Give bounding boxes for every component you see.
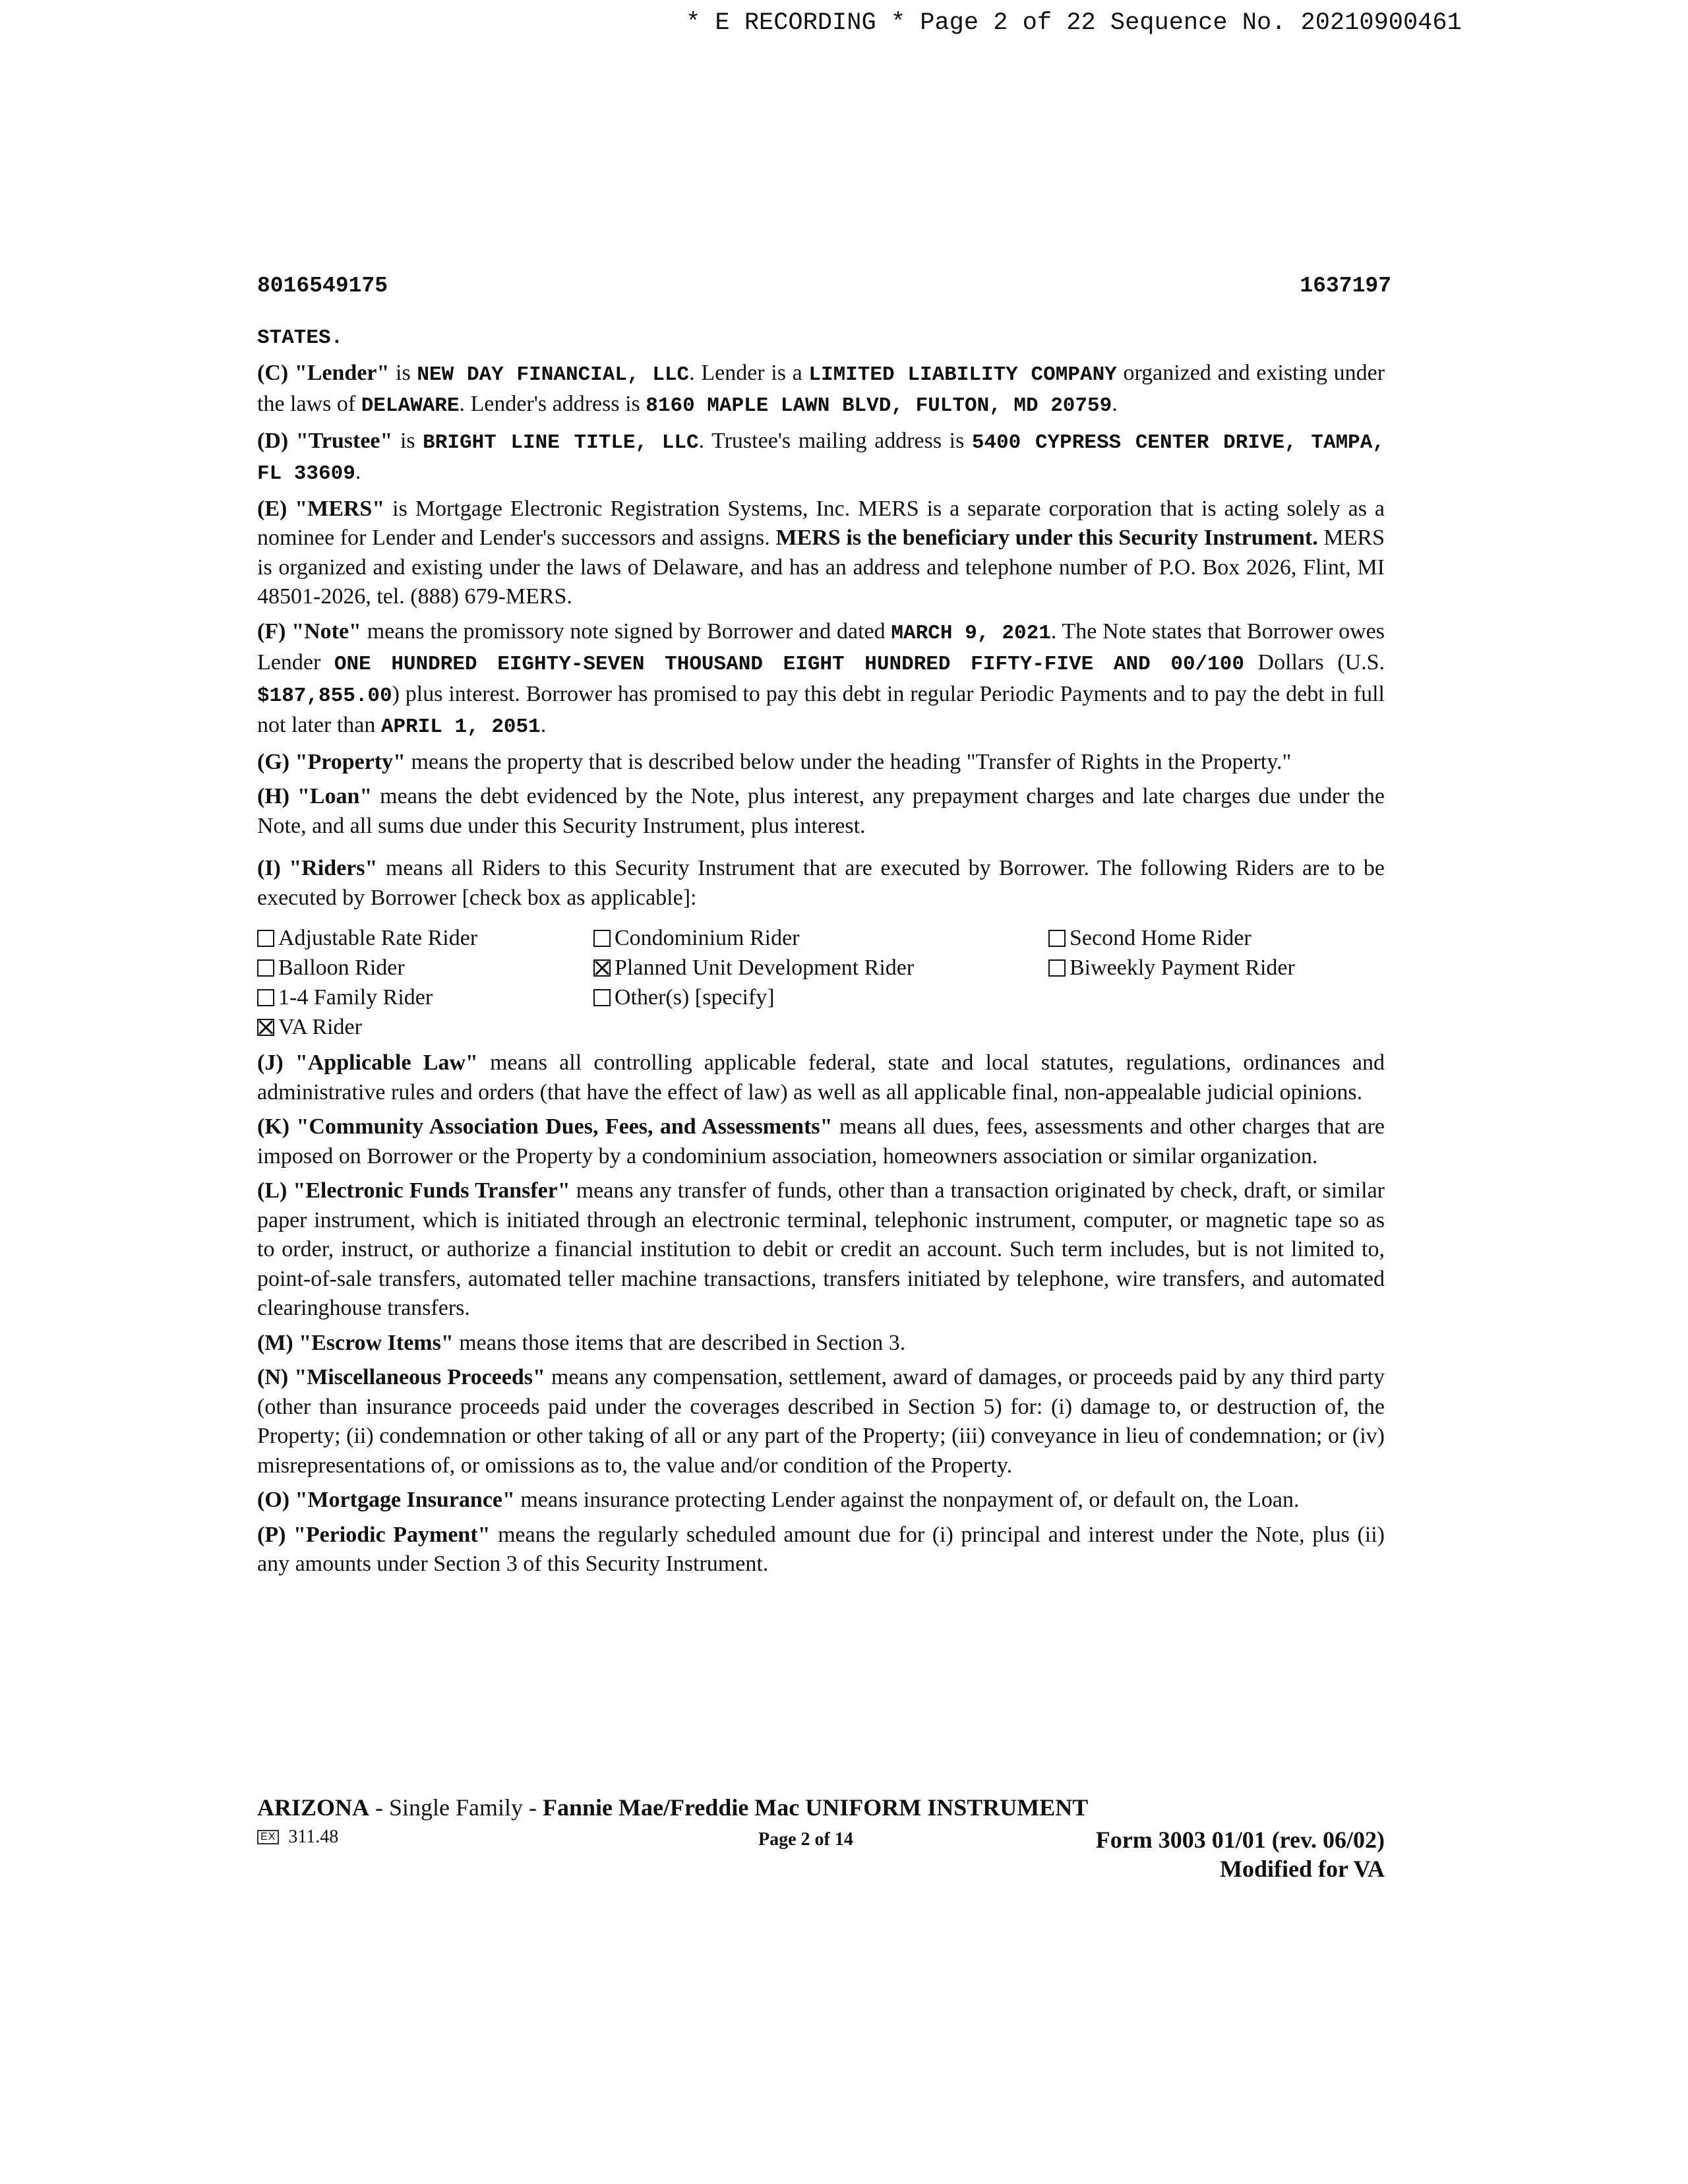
rider-adjustable-rate: Adjustable Rate Rider	[257, 923, 593, 953]
checkbox-condominium[interactable]	[593, 930, 611, 947]
rider-others: Other(s) [specify]	[593, 983, 1048, 1012]
section-p-periodic-payment: (P) "Periodic Payment" means the regularly scheduled amount due for (i) principal and interest under the Note, plus (ii) any amounts under Section 3 of this Security Instrument.	[257, 1522, 1385, 1576]
section-m-escrow-items: (M) "Escrow Items" means those items that are described in Section 3.	[257, 1330, 906, 1355]
section-i-riders: (I) "Riders" means all Riders to this Security Instrument that are executed by Borrower. The following Riders are to be executed by Borrower [check box as applicable]:	[257, 856, 1385, 910]
case-number: 1637197	[1300, 274, 1391, 298]
loan-number: 8016549175	[257, 274, 388, 298]
rider-va: VA Rider	[257, 1012, 593, 1042]
rider-biweekly-payment: Biweekly Payment Rider	[1048, 953, 1385, 983]
footer-form-title: ARIZONA - Single Family - Fannie Mae/Freddie Mac UNIFORM INSTRUMENT	[257, 1794, 1089, 1821]
checkbox-va[interactable]	[257, 1019, 274, 1036]
section-d-trustee: (D) "Trustee" is BRIGHT LINE TITLE, LLC. Trustee's mailing address is 5400 CYPRESS CENTER DRIVE, TAMPA, FL 33609.	[257, 428, 1385, 485]
section-e-mers: (E) "MERS" is Mortgage Electronic Registration Systems, Inc. MERS is a separate corporation that is acting solely as a nominee for Lender and Lender's successors and assigns. MERS is the beneficiary under this Security Instrument. MERS is organized and existing under the laws of Delaware, and has an address and telephone number of P.O. Box 2026, Flint, MI 48501-2026, tel. (888) 679-MERS.	[257, 496, 1385, 609]
rider-1-4-family: 1-4 Family Rider	[257, 983, 593, 1012]
rider-balloon: Balloon Rider	[257, 953, 593, 983]
recording-header: * E RECORDING * Page 2 of 22 Sequence No. 20210900461	[686, 9, 1462, 37]
checkbox-1-4-family[interactable]	[257, 989, 274, 1006]
riders-checklist	[257, 923, 1385, 1042]
checkbox-second-home[interactable]	[1048, 930, 1066, 947]
states-line: STATES.	[257, 326, 344, 349]
section-n-misc-proceeds: (N) "Miscellaneous Proceeds" means any compensation, settlement, award of damages, or proceeds paid by any third party (other than insurance proceeds paid under the coverages described in Section 5) for: (i) damage to, or destruction of, the Property; (ii) condemnation or other taking of all or any part of the Property; (iii) conveyance in lieu of condemnation; or (iv) misrepresentations of, or omissions as to, the value and/or condition of the Property.	[257, 1365, 1385, 1478]
checkbox-planned-unit-development[interactable]	[593, 959, 611, 977]
section-c-lender: (C) "Lender" is NEW DAY FINANCIAL, LLC. Lender is a LIMITED LIABILITY COMPANY organized and existing under the laws of DELAWARE. Lender's address is 8160 MAPLE LAWN BLVD, FULTON, MD 20759.	[257, 360, 1385, 417]
rider-empty-cell	[1048, 983, 1385, 1012]
section-o-mortgage-insurance: (O) "Mortgage Insurance" means insurance protecting Lender against the nonpayment of, or default on, the Loan.	[257, 1488, 1300, 1512]
checkbox-balloon[interactable]	[257, 959, 274, 977]
page-footer	[257, 1794, 1385, 1886]
footer-page-number: Page 2 of 14	[758, 1829, 853, 1850]
rider-planned-unit-development: Planned Unit Development Rider	[593, 953, 1048, 983]
section-f-note: (F) "Note" means the promissory note signed by Borrower and dated MARCH 9, 2021. The Note states that Borrower owes Lender ONE HUNDRED EIGHTY-SEVEN THOUSAND EIGHT HUNDRED FIFTY-FIVE AND 00/100 Dollars (U.S. $187,855.00) plus interest. Borrower has promised to pay this debt in regular Periodic Payments and to pay the debt in full not later than APRIL 1, 2051.	[257, 619, 1385, 739]
rider-condominium: Condominium Rider	[593, 923, 1048, 953]
checkbox-biweekly-payment[interactable]	[1048, 959, 1066, 977]
footer-code: EX 311.48	[257, 1827, 338, 1848]
section-h-loan: (H) "Loan" means the debt evidenced by the Note, plus interest, any prepayment charges and late charges due under the Note, and all sums due under this Security Instrument, plus interest.	[257, 784, 1385, 838]
checkbox-adjustable-rate[interactable]	[257, 930, 274, 947]
section-l-electronic-funds: (L) "Electronic Funds Transfer" means any transfer of funds, other than a transaction originated by check, draft, or similar paper instrument, which is initiated through an electronic terminal, telephonic instrument, computer, or magnetic tape so as to order, instruct, or authorize a financial institution to debit or credit an account. Such term includes, but is not limited to, point-of-sale transfers, automated teller machine transactions, transfers initiated by telephone, wire transfers, and automated clearinghouse transfers.	[257, 1178, 1385, 1320]
document-identifiers	[257, 274, 1391, 307]
checkbox-others[interactable]	[593, 989, 611, 1006]
section-g-property: (G) "Property" means the property that is described below under the heading "Transfer of Rights in the Property."	[257, 749, 1292, 774]
footer-form-number: Form 3003 01/01 (rev. 06/02) Modified for VA	[1095, 1827, 1385, 1882]
ellie-mae-logo-icon: EX	[257, 1830, 279, 1844]
section-j-applicable-law: (J) "Applicable Law" means all controlling applicable federal, state and local statutes, regulations, ordinances and administrative rules and orders (that have the effect of law) as well as all applicable final, non-appealable judicial opinions.	[257, 1050, 1385, 1105]
section-k-community-dues: (K) "Community Association Dues, Fees, and Assessments" means all dues, fees, assessments and other charges that are imposed on Borrower or the Property by a condominium association, homeowners association or similar organization.	[257, 1114, 1385, 1168]
rider-second-home: Second Home Rider	[1048, 923, 1385, 953]
document-body	[257, 322, 1385, 1585]
